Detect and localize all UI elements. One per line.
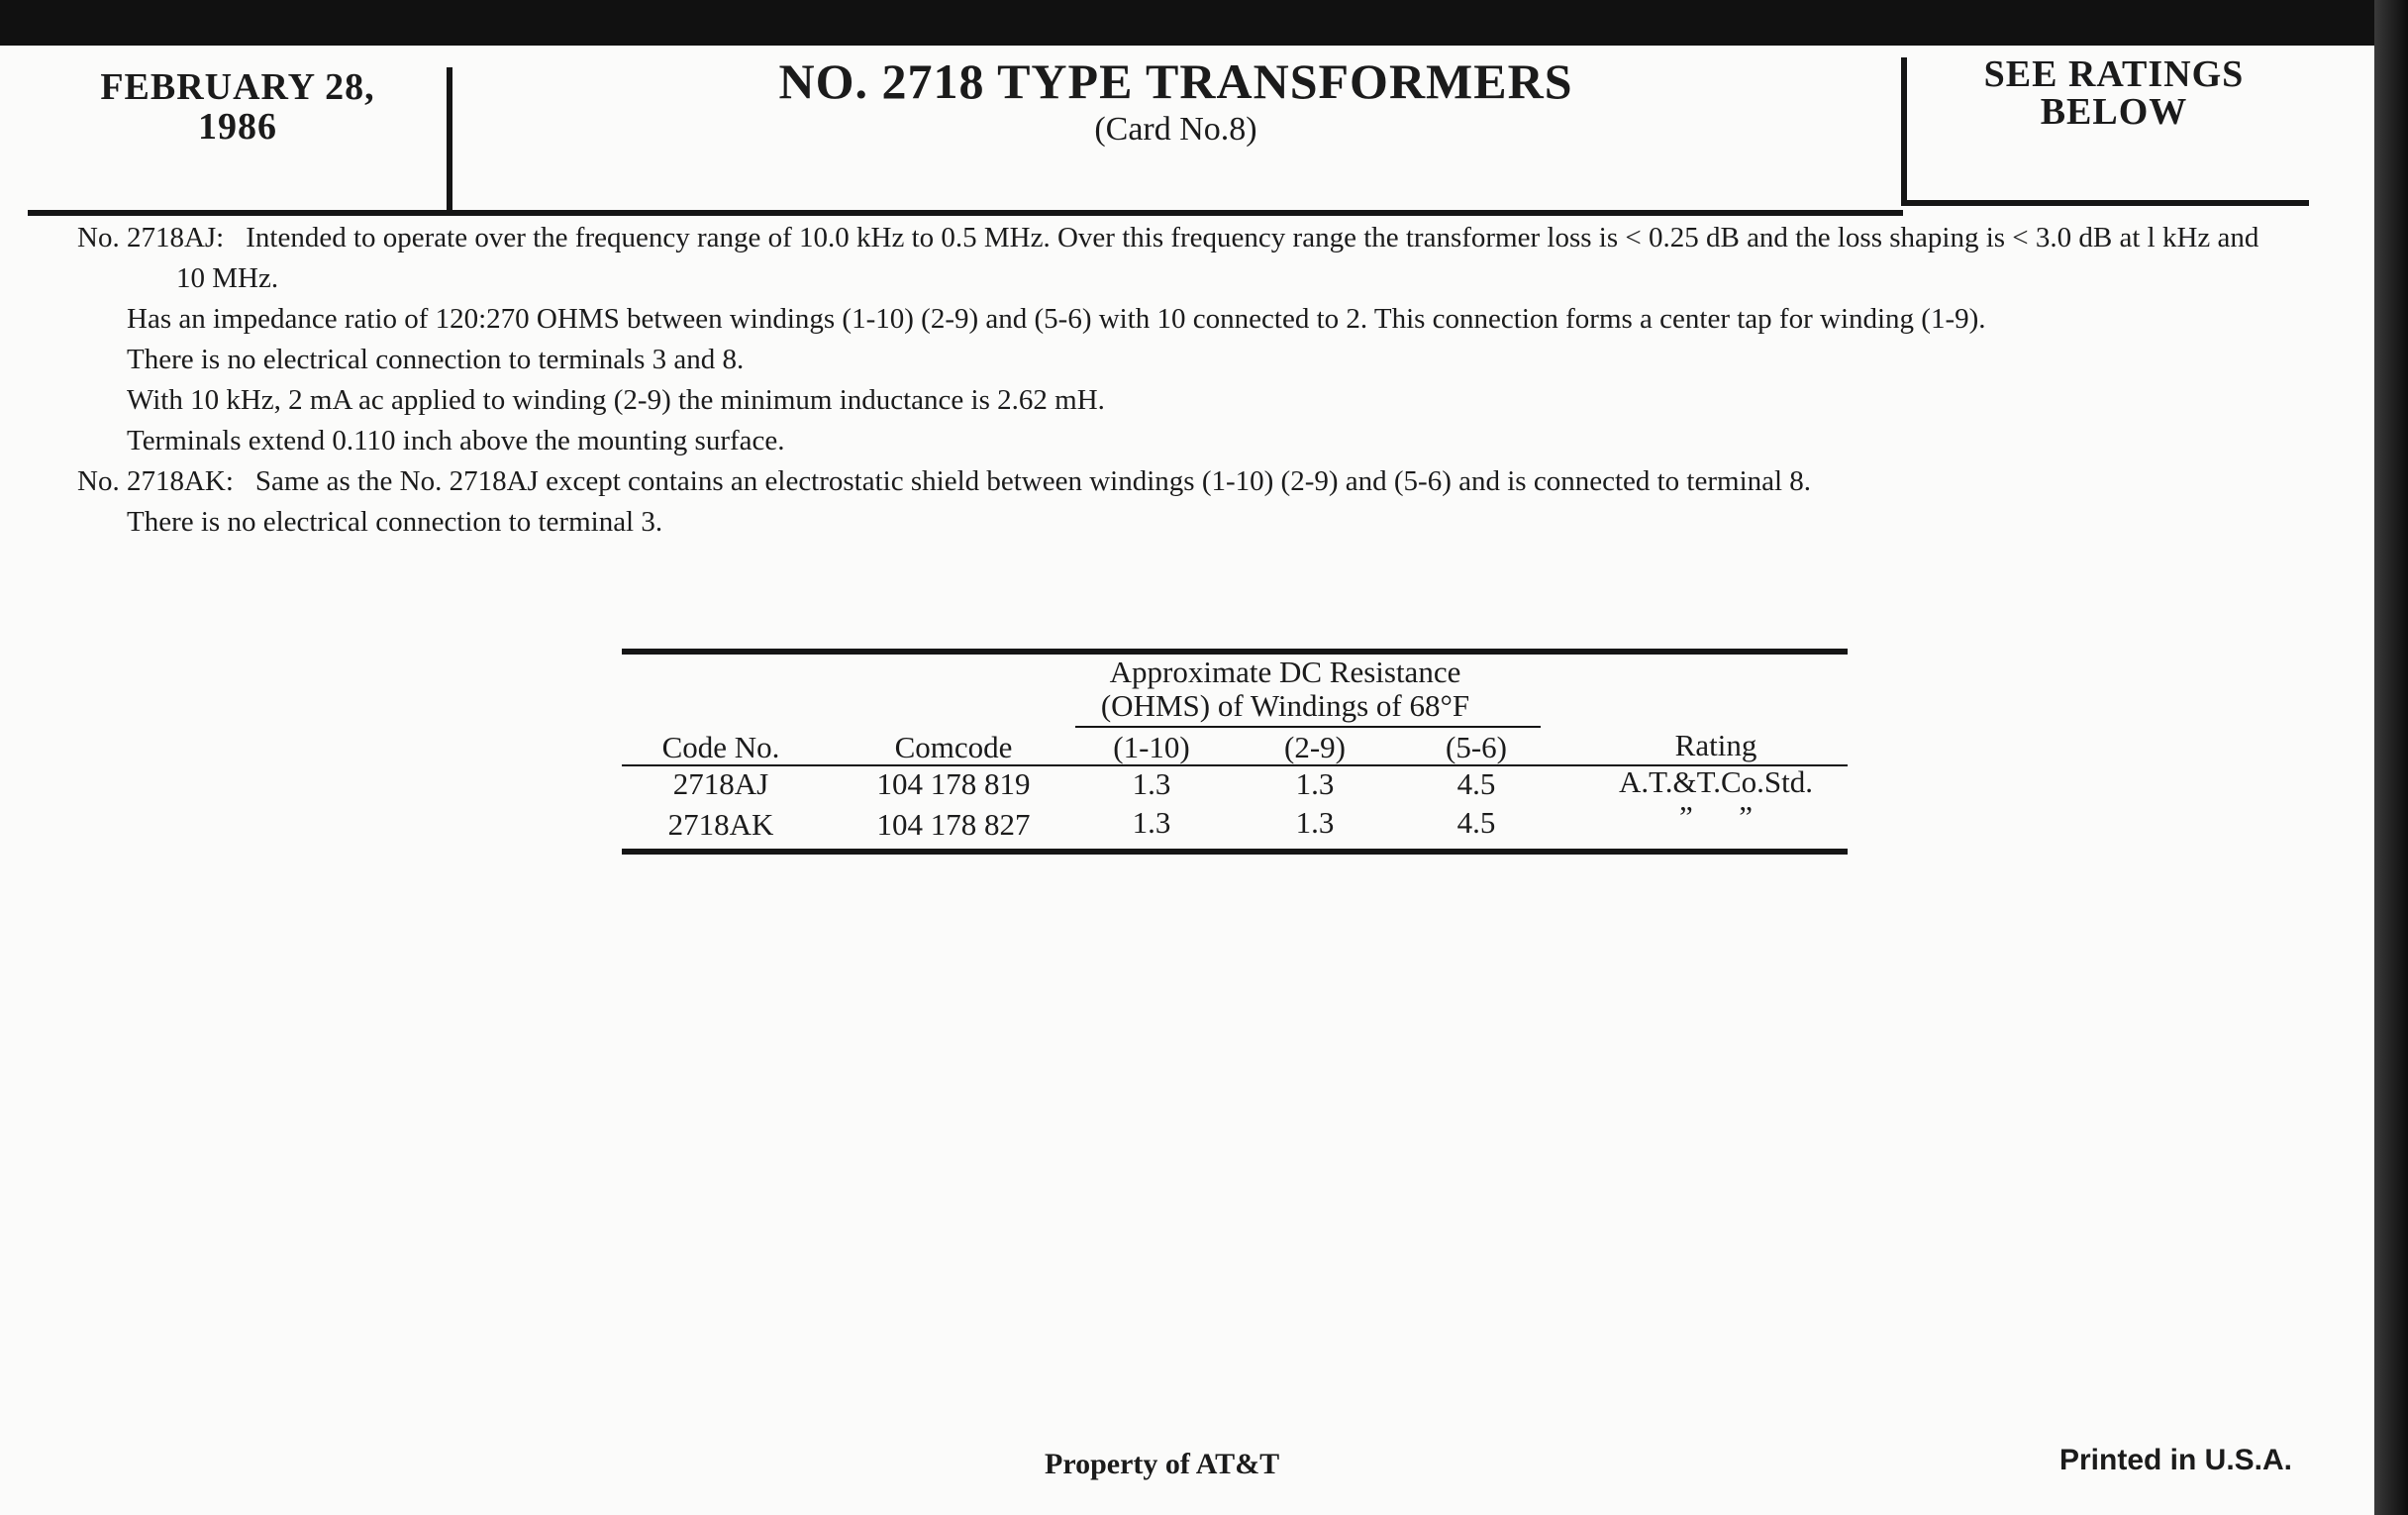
paragraph-inductance: With 10 kHz, 2 mA ac applied to winding (2-9) the minimum inductance is 2.62 mH. xyxy=(127,384,1105,416)
header-divider-right xyxy=(1901,57,1907,204)
cell-comcode: 104 178 827 xyxy=(876,807,1031,842)
card-edge-shadow xyxy=(2374,0,2408,1515)
header-rating-line2: BELOW xyxy=(2040,91,2188,133)
header-date xyxy=(59,67,416,147)
group-header-line2: (OHMS) of Windings of 68°F xyxy=(1100,688,1470,723)
cell-comcode: 104 178 819 xyxy=(876,766,1031,801)
header-date-line1: FEBRUARY 28, xyxy=(100,66,375,108)
header-winding-5-6: (5-6) xyxy=(1446,730,1507,764)
header-winding-1-10: (1-10) xyxy=(1113,730,1190,764)
cell-winding-2-9: 1.3 xyxy=(1295,805,1335,840)
cell-code: 2718AJ xyxy=(672,766,769,801)
text-2718aj: Intended to operate over the frequency range of 10.0 kHz to 0.5 MHz. Over this frequency range the transformer loss is < 0.25 dB and the loss shaping is < 3.0 dB at l kHz and 10 MHz. xyxy=(176,222,2259,294)
group-header-line1: Approximate DC Resistance xyxy=(1109,655,1461,689)
cell-winding-1-10: 1.3 xyxy=(1132,766,1171,801)
paragraph-impedance: Has an impedance ratio of 120:270 OHMS between windings (1-10) (2-9) and (5-6) with 10 connected to 2. This connection forms a center tap for winding (1-9). xyxy=(127,303,1986,335)
cell-rating: A.T.&T.Co.Std. xyxy=(1618,764,1814,799)
page-title: NO. 2718 TYPE TRANSFORMERS xyxy=(778,53,1573,109)
paragraph-2718ak xyxy=(77,461,2285,502)
description-text xyxy=(77,218,2285,543)
header-comcode: Comcode xyxy=(894,730,1013,764)
cell-winding-1-10: 1.3 xyxy=(1132,805,1171,840)
header-winding-2-9: (2-9) xyxy=(1284,730,1346,764)
paragraph-no-connection-aj: There is no electrical connection to terminals 3 and 8. xyxy=(127,344,745,375)
cell-winding-5-6: 4.5 xyxy=(1456,766,1496,801)
page-subtitle: (Card No.8) xyxy=(1094,111,1257,148)
label-2718aj: No. 2718AJ: xyxy=(77,222,225,253)
cell-code: 2718AK xyxy=(667,807,774,842)
header-title-block xyxy=(451,51,1901,149)
paragraph-terminals: Terminals extend 0.110 inch above the mounting surface. xyxy=(127,425,785,456)
text-2718ak: Same as the No. 2718AJ except contains an electrostatic shield between windings (1-10) (2-9) and (5-6) and is connected to terminal 8. xyxy=(254,465,1812,497)
paragraph-2718aj xyxy=(77,218,2285,299)
header-rule-left xyxy=(28,210,1903,216)
group-header-rule xyxy=(1075,726,1541,728)
header-rule-right xyxy=(1901,200,2309,206)
cell-winding-2-9: 1.3 xyxy=(1295,766,1335,801)
header-code-no: Code No. xyxy=(661,730,780,764)
header-date-line2: 1986 xyxy=(198,106,277,148)
footer-printed: Printed in U.S.A. xyxy=(2059,1444,2293,1476)
cell-rating: ” ” xyxy=(1678,799,1754,834)
cell-winding-5-6: 4.5 xyxy=(1456,805,1496,840)
footer-property: Property of AT&T xyxy=(1045,1448,1280,1480)
label-2718ak: No. 2718AK: xyxy=(77,465,234,497)
header-rating-line1: SEE RATINGS xyxy=(1983,53,2245,95)
paragraph-no-connection-ak: There is no electrical connection to terminal 3. xyxy=(127,506,663,538)
header-rating: Rating xyxy=(1674,728,1757,762)
header-rating xyxy=(1916,55,2312,131)
table-bottom-rule xyxy=(622,849,1848,855)
